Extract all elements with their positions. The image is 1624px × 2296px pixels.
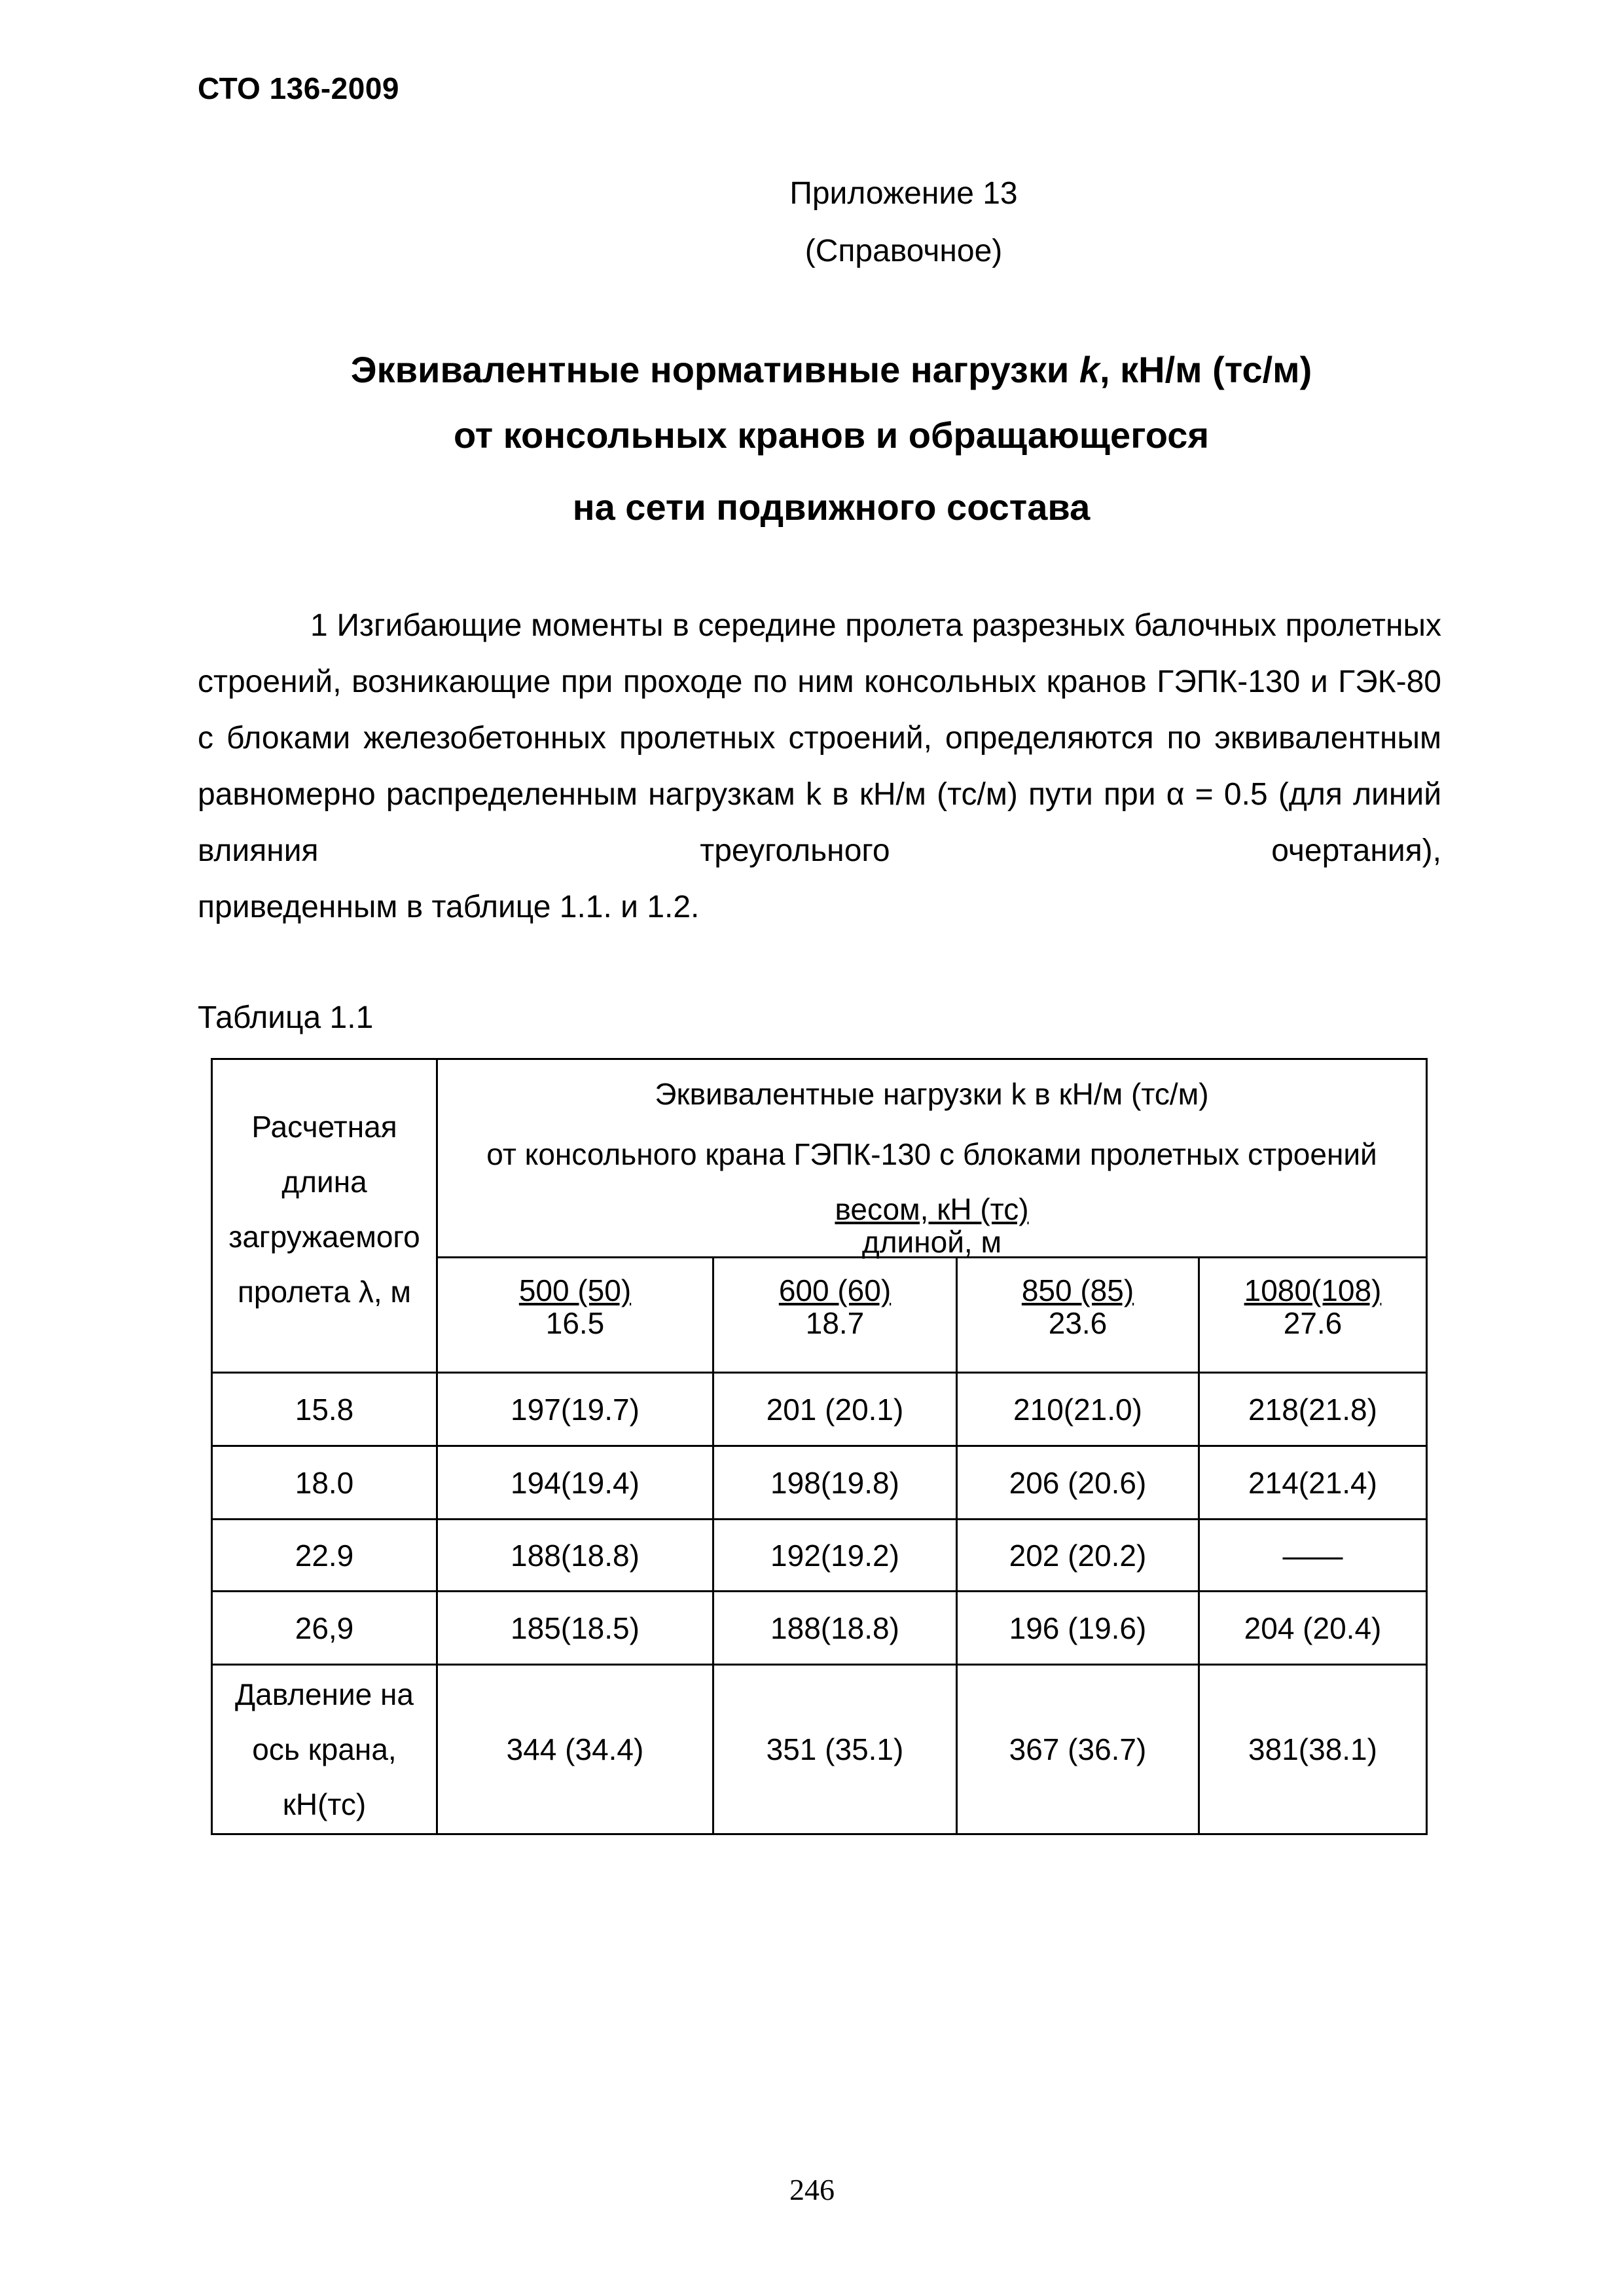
span-cell: 26,9 [212,1592,437,1665]
value-cell: 214(21.4) [1199,1446,1427,1520]
title-line-1-start: Эквивалентные нормативные нагрузки [350,349,1079,390]
pressure-row [212,1665,1427,1834]
length-label: длиной, м [861,1225,1002,1259]
value-cell: 185(18.5) [437,1592,713,1665]
weight-label-text: весом, кН (тс) [835,1192,1029,1226]
table-row [212,1592,1427,1665]
appendix-type: (Справочное) [804,234,1003,268]
column-length: 16.5 [545,1306,605,1340]
load-group-header-line-2: от консольного крана ГЭПК-130 с блоками пролетных строений [486,1137,1377,1171]
column-header [957,1258,1199,1373]
value-cell: 367 (36.7) [957,1665,1199,1834]
column-weight: 500 (50) [518,1273,632,1307]
value-cell: 204 (20.4) [1199,1592,1427,1665]
value-cell: 201 (20.1) [713,1373,957,1446]
body-paragraph-end: приведенным в таблице 1.1. и 1.2. [198,890,700,924]
column-header [713,1258,957,1373]
span-length-header: Расчетная длина загружаемого пролета λ, м [212,1059,437,1373]
load-group-header-line-1: Эквивалентные нагрузки k в кН/м (тс/м) [655,1077,1209,1111]
column-weight: 1080(108) [1244,1273,1382,1307]
column-header [1199,1258,1427,1373]
value-cell: 351 (35.1) [713,1665,957,1834]
value-cell: 206 (20.6) [957,1446,1199,1520]
value-cell: 344 (34.4) [437,1665,713,1834]
pressure-label-cell: Давление на ось крана, кН(тс) [212,1665,437,1834]
value-cell: 210(21.0) [957,1373,1199,1446]
column-weight: 850 (85) [1021,1273,1134,1307]
body-paragraph: 1 Изгибающие моменты в середине пролета разрезных балочных пролетных строений, возникающие при проходе по ним консольных кранов ГЭПК-130 и ГЭК-80 с блоками железобетонных пролетных строений, определяются по эквивалентным равномерно распределенным нагрузкам k в кН/м (тс/м) пути при α = 0.5 (для линий влияния треугольного очертания), [198,608,1441,868]
value-cell: 381(38.1) [1199,1665,1427,1834]
title-line-3: на сети подвижного состава [572,486,1091,528]
value-cell: —— [1199,1520,1427,1592]
value-cell: 197(19.7) [437,1373,713,1446]
value-cell: 202 (20.2) [957,1520,1199,1592]
span-cell: 15.8 [212,1373,437,1446]
weight-label [438,1184,1426,1228]
table-row [212,1520,1427,1592]
value-cell: 188(18.8) [437,1520,713,1592]
column-header [437,1258,713,1373]
title-line-1 [157,348,1506,391]
value-cell: 218(21.8) [1199,1373,1427,1446]
table-caption: Таблица 1.1 [198,1000,374,1035]
title-line-2: от консольных кранов и обращающегося [453,414,1210,456]
page-number: 246 [789,2173,835,2206]
column-length: 18.7 [805,1306,865,1340]
column-weight: 600 (60) [778,1273,892,1307]
column-length: 27.6 [1283,1306,1343,1340]
title-line-1-end: , кН/м (тс/м) [1100,349,1312,390]
span-cell: 18.0 [212,1446,437,1520]
value-cell: 192(19.2) [713,1520,957,1592]
span-cell: 22.9 [212,1520,437,1592]
load-group-header [437,1059,1427,1258]
column-length: 23.6 [1048,1306,1108,1340]
table-row [212,1446,1427,1520]
value-cell: 196 (19.6) [957,1592,1199,1665]
value-cell: 198(19.8) [713,1446,957,1520]
title-k-symbol: k [1079,349,1100,390]
value-cell: 194(19.4) [437,1446,713,1520]
document-code: СТО 136-2009 [198,71,399,105]
value-cell: 188(18.8) [713,1592,957,1665]
load-table-grid [211,1058,1428,1835]
table-row [212,1373,1427,1446]
load-table [211,1058,1426,1831]
appendix-number: Приложение 13 [789,176,1018,211]
